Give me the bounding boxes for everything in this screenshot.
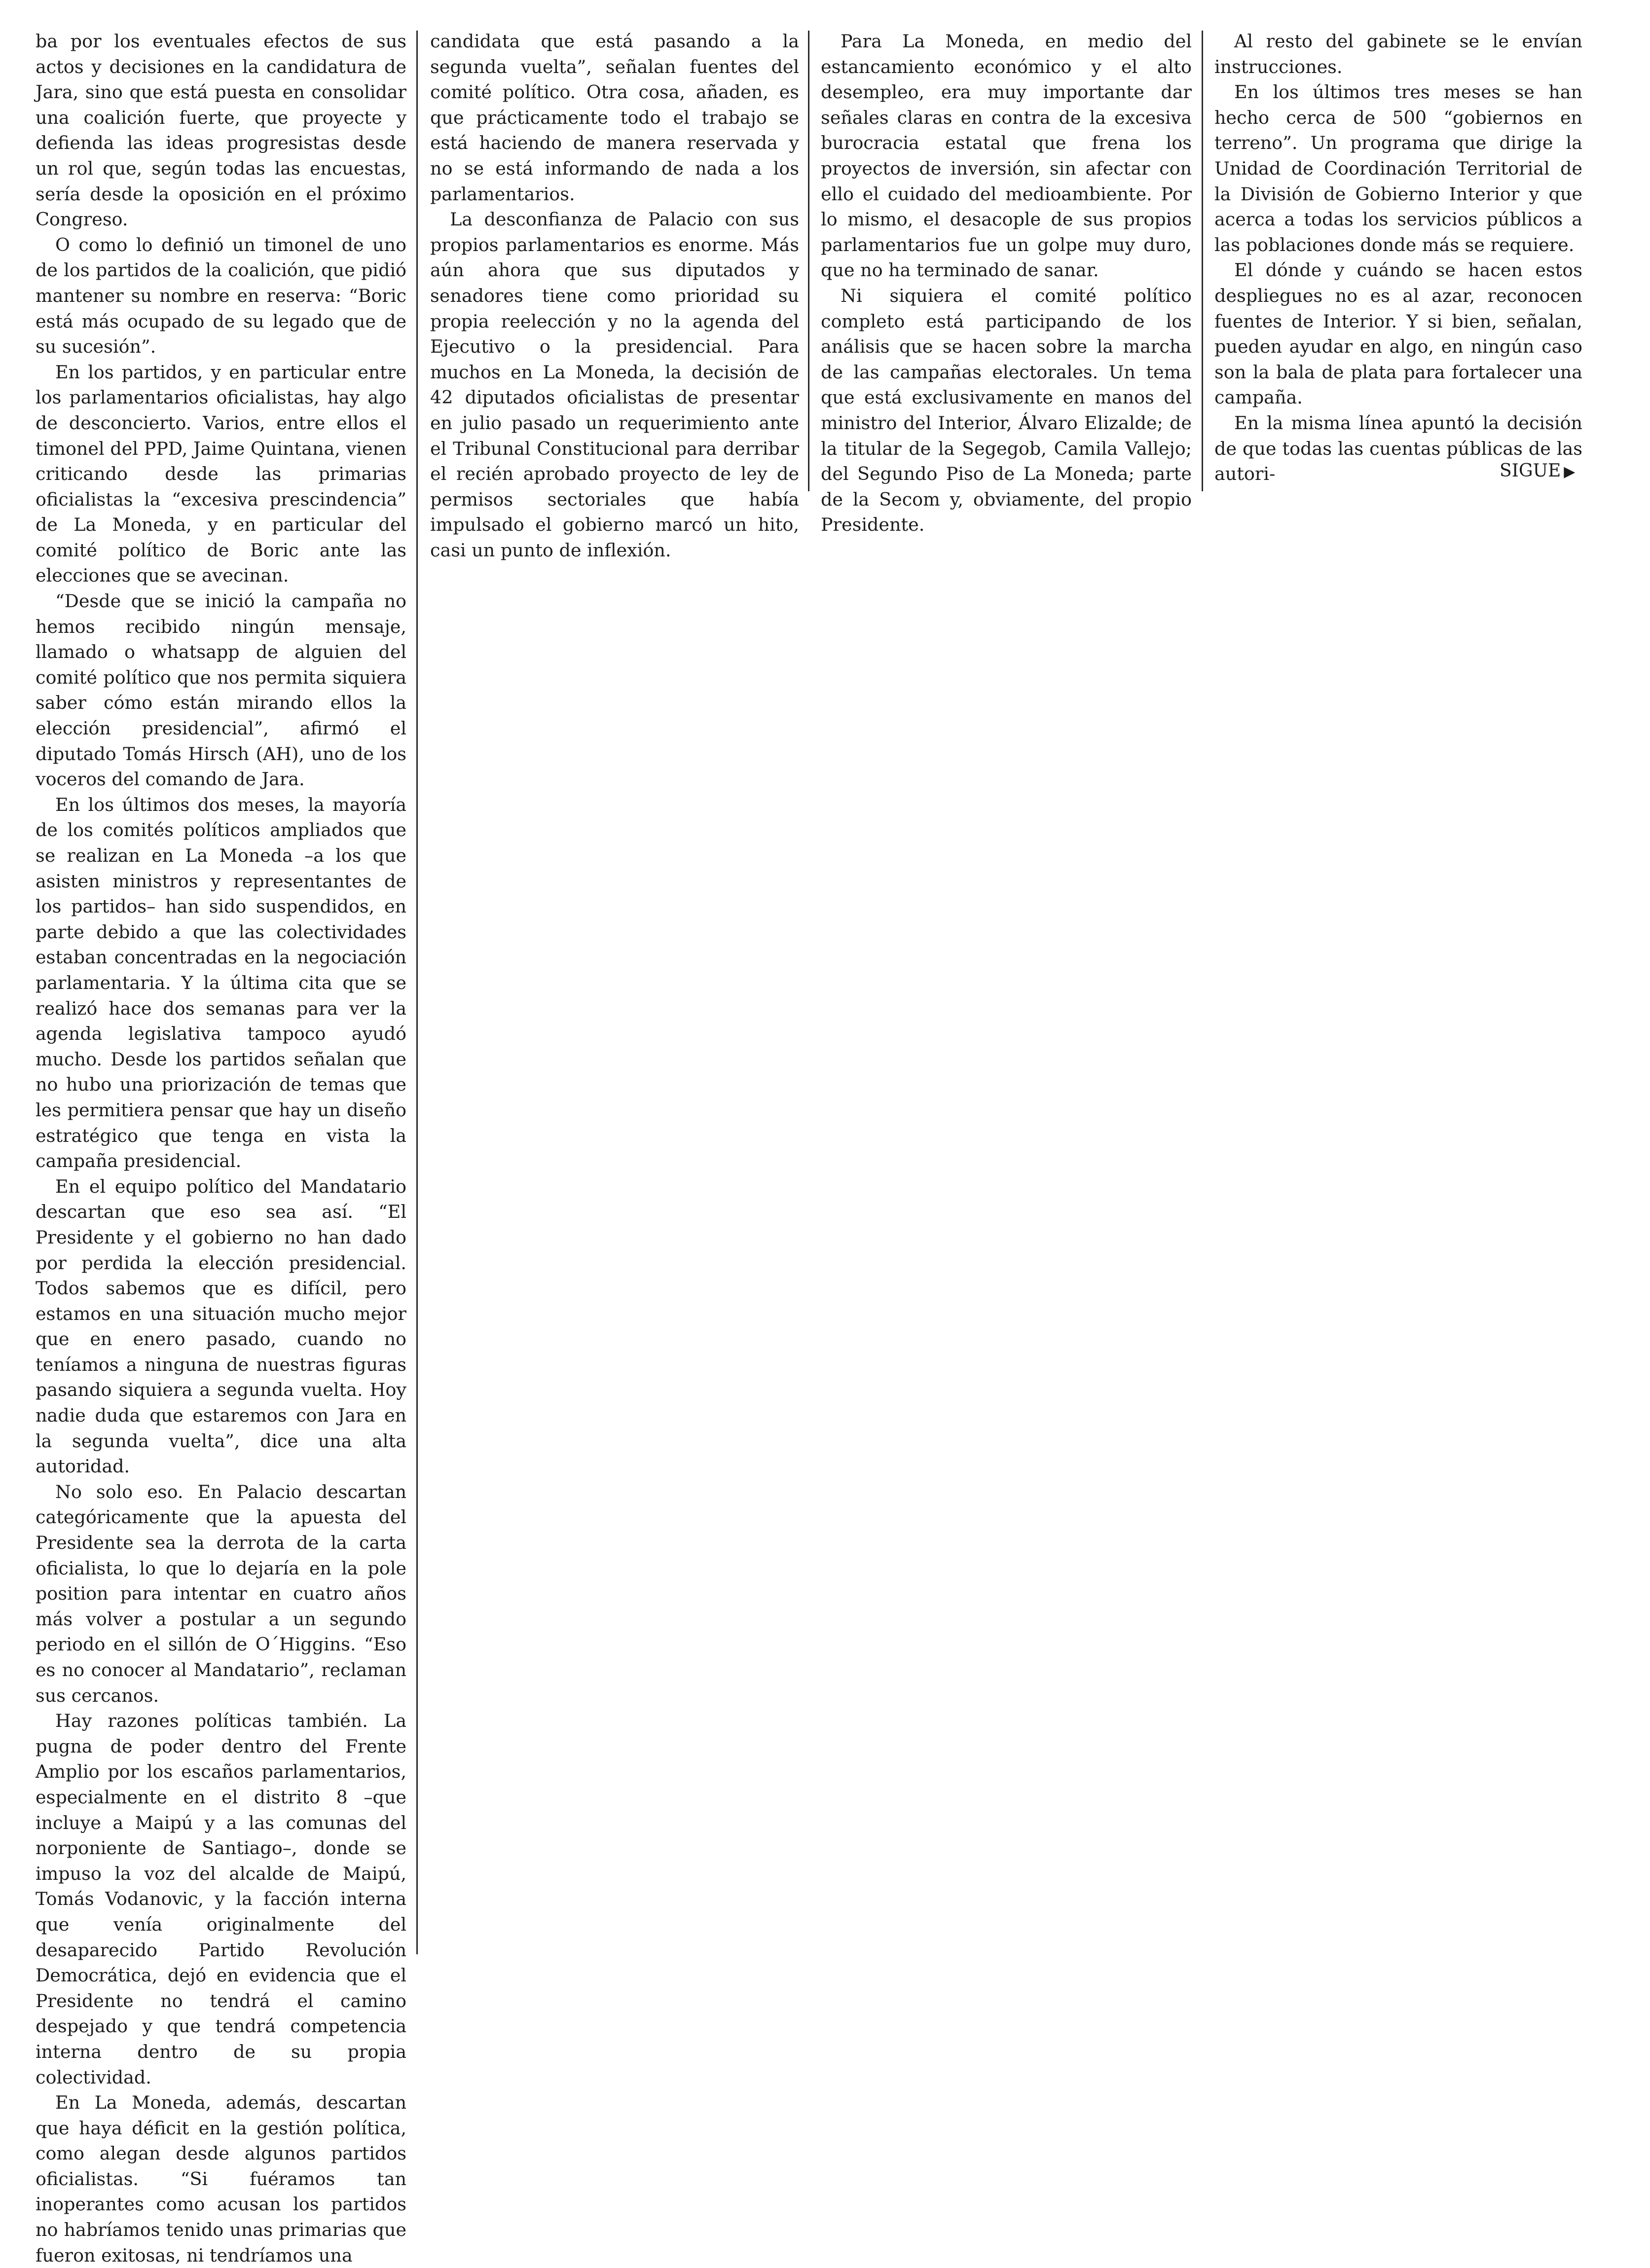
column-divider xyxy=(808,31,809,491)
paragraph: Hay razones políticas también. La pugna de poder dentro del Frente Amplio por los escaños parlamentarios, especialmente en el distrito 8 –que incluye a Maipú y a las comunas del norponiente de Santiago–, donde se impuso la voz del alcalde de Maipú, Tomás Vodanovic, y la facción interna que venía originalmente del desaparecido Partido Revolución Democrática, dejó en evidencia que el Presidente no tendrá el camino despejado y que tendrá competencia interna dentro de su propia colectividad. xyxy=(36,1710,406,2088)
paragraph: En la misma línea apuntó la decisión de que todas las cuentas públicas de las autori- xyxy=(1214,412,1582,485)
paragraph: “Desde que se inició la campaña no hemos recibido ningún mensaje, llamado o whatsapp de alguien del comité político que nos permita siquiera saber cómo están mirando ellos la elección presidencial”, afirmó el diputado Tomás Hirsch (AH), uno de los voceros del comando de Jara. xyxy=(36,590,406,790)
continue-marker xyxy=(1500,461,1575,481)
paragraph: Para La Moneda, en medio del estancamiento económico y el alto desempleo, era muy importante dar señales claras en contra de la excesiva burocracia estatal que frena los proyectos de inversión, sin afectar con ello el cuidado del medioambiente. Por lo mismo, el desacople de sus propios parlamentarios fue un golpe muy duro, que no ha terminado de sanar. xyxy=(821,31,1192,281)
paragraph: El dónde y cuándo se hacen estos despliegues no es al azar, reconocen fuentes de Interior. Y si bien, señalan, pueden ayudar en algo, en ningún caso son la bala de plata para fortalecer una campaña. xyxy=(1214,259,1582,408)
paragraph: candidata que está pasando a la segunda vuelta”, señalan fuentes del comité político. Otra cosa, añaden, es que prácticamente todo el trabajo se está haciendo de manera reservada y no se está informando de nada a los parlamentarios. xyxy=(430,31,799,205)
article-column-4 xyxy=(1214,29,1582,487)
paragraph: En los partidos, y en particular entre los parlamentarios oficialistas, hay algo de desconcierto. Varios, entre ellos el timonel del PPD, Jaime Quintana, vienen criticando desde las primarias oficialistas la “excesiva prescindencia” de La Moneda, y en particular del comité político de Boric ante las elecciones que se avecinan. xyxy=(36,361,406,586)
right-triangle-icon: ▶ xyxy=(1564,463,1576,480)
paragraph: Al resto del gabinete se le envían instrucciones. xyxy=(1214,31,1582,77)
paragraph: Ni siquiera el comité político completo está participando de los análisis que se hacen sobre la marcha de las campañas electorales. Un tema que está exclusivamente en manos del ministro del Interior, Álvaro Elizalde; de la titular de la Segegob, Camila Vallejo; del Segundo Piso de La Moneda; parte de la Secom y, obviamente, del propio Presidente. xyxy=(821,285,1192,536)
column-divider xyxy=(1202,31,1203,491)
paragraph: En La Moneda, además, descartan que haya déficit en la gestión política, como alegan desde algunos partidos oficialistas. “Si fuéramos tan inoperantes como acusan los partidos no habríamos tenido unas primarias que fueron exitosas, ni tendríamos una xyxy=(36,2092,406,2266)
paragraph: ba por los eventuales efectos de sus actos y decisiones en la candidatura de Jara, sino que está puesta en consolidar una coalición fuerte, que proyecte y defienda las ideas progresistas desde un rol que, según todas las encuestas, sería desde la oposición en el próximo Congreso. xyxy=(36,31,406,230)
paragraph: O como lo definió un timonel de uno de los partidos de la coalición, que pidió mantener su nombre en reserva: “Boric está más ocupado de su legado que de su sucesión”. xyxy=(36,234,406,358)
paragraph: En el equipo político del Mandatario descartan que eso sea así. “El Presidente y el gobierno no han dado por perdida la elección presidencial. Todos sabemos que es difícil, pero estamos en una situación mucho mejor que en enero pasado, cuando no teníamos a ninguna de nuestras figuras pasando siquiera a segunda vuelta. Hoy nadie duda que estaremos con Jara en la segunda vuelta”, dice una alta autoridad. xyxy=(36,1175,406,1477)
article-column-3 xyxy=(821,29,1192,538)
paragraph: En los últimos dos meses, la mayoría de los comités políticos ampliados que se realizan en La Moneda –a los que asisten ministros y representantes de los partidos– han sido suspendidos, en parte debido a que las colectividades estaban concentradas en la negociación parlamentaria. Y la última cita que se realizó hace dos semanas para ver la agenda legislativa tampoco ayudó mucho. Desde los partidos señalan que no hubo una priorización de temas que les permitiera pensar que hay un diseño estratégico que tenga en vista la campaña presidencial. xyxy=(36,794,406,1172)
paragraph: La desconfianza de Palacio con sus propios parlamentarios es enorme. Más aún ahora que sus diputados y senadores tiene como prioridad su propia reelección y no la agenda del Ejecutivo o la presidencial. Para muchos en La Moneda, la decisión de 42 diputados oficialistas de presentar en julio pasado un requerimiento ante el Tribunal Constitucional para derribar el recién aprobado proyecto de ley de permisos sectoriales que había impulsado el gobierno marcó un hito, casi un punto de inflexión. xyxy=(430,209,799,561)
article-column-1 xyxy=(36,29,406,2268)
paragraph: No solo eso. En Palacio descartan categóricamente que la apuesta del Presidente sea la derrota de la carta oficialista, lo que lo dejaría en la pole position para intentar en cuatro años más volver a postular a un segundo periodo en el sillón de O´Higgins. “Eso es no conocer al Mandatario”, reclaman sus cercanos. xyxy=(36,1481,406,1706)
continue-label: SIGUE xyxy=(1500,461,1561,481)
article-column-2 xyxy=(430,29,799,563)
column-divider xyxy=(416,31,418,1954)
paragraph: En los últimos tres meses se han hecho cerca de 500 “gobiernos en terreno”. Un programa que dirige la Unidad de Coordinación Territorial de la División de Gobierno Interior y que acerca a todas los servicios públicos a las poblaciones donde más se requiere. xyxy=(1214,81,1582,256)
